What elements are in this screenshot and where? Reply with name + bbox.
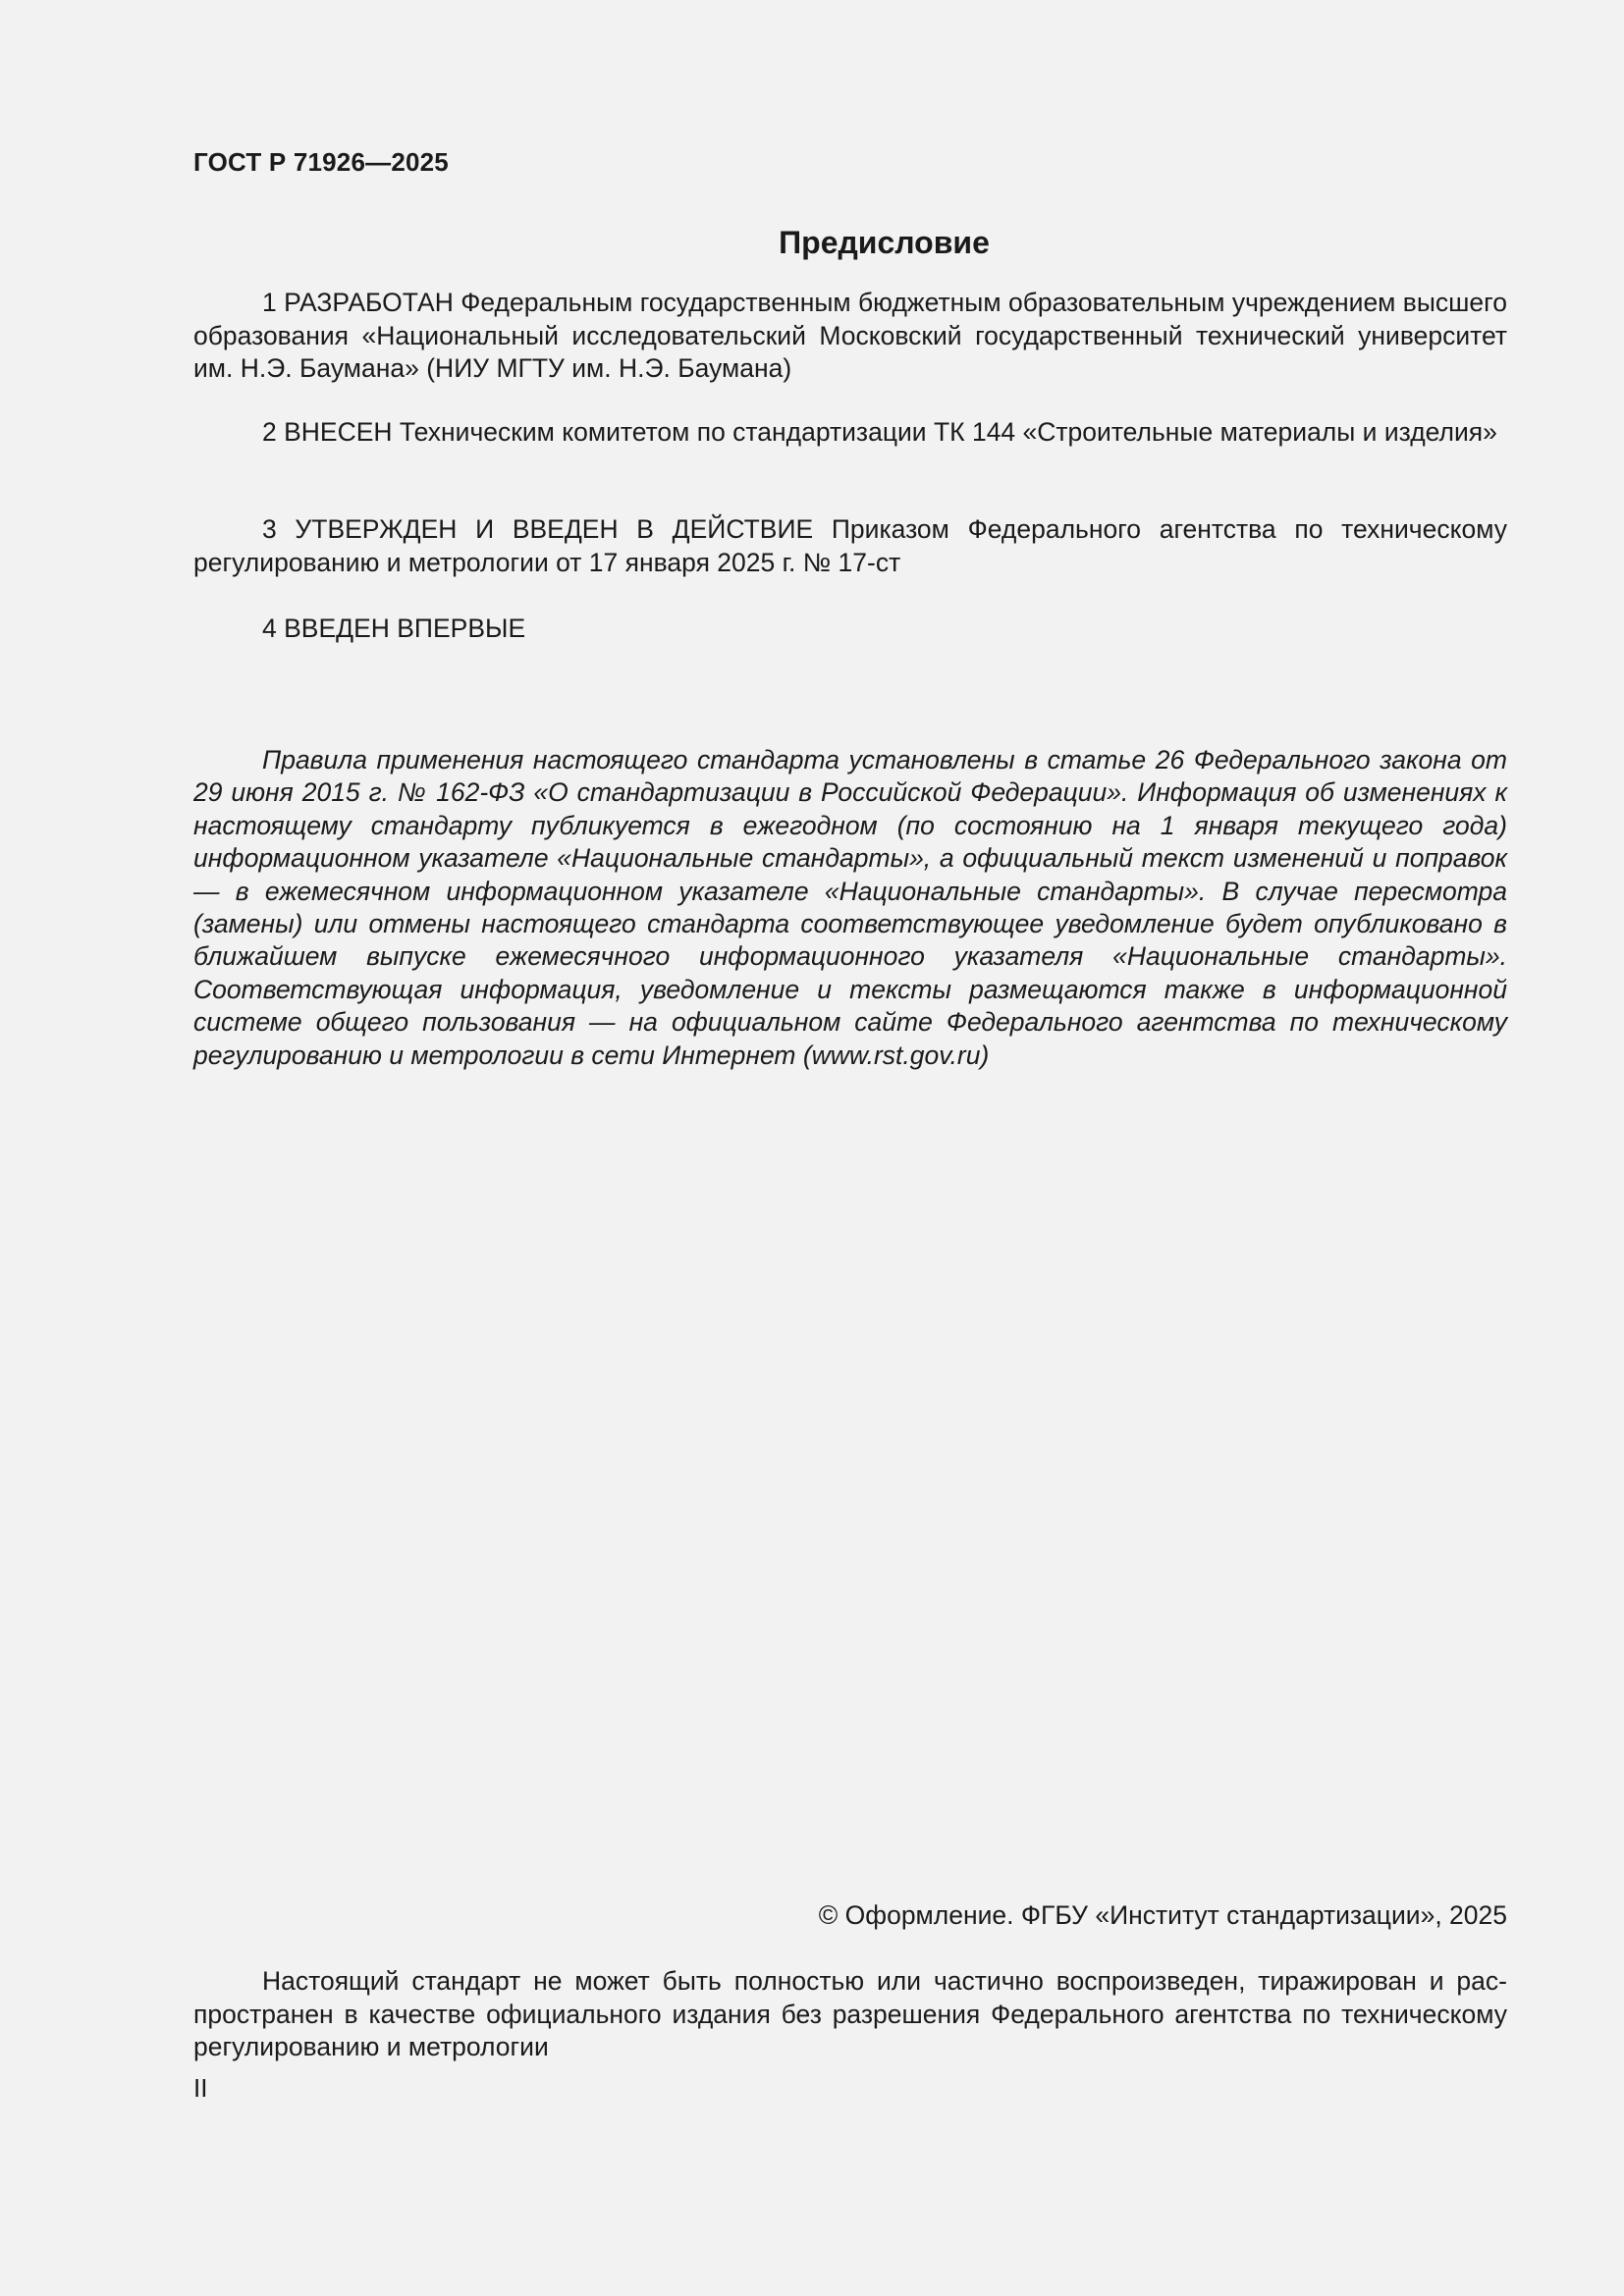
page-number: II <box>193 2073 208 2103</box>
preface-item-2: 2 ВНЕСЕН Техническим комитетом по стандартизации ТК 144 «Строительные материалы и изделия» <box>262 417 1497 447</box>
preface-item-1: 1 РАЗРАБОТАН Федеральным государственным бюджетным образовательным учреждением высшего образования «Национальный исследовательский Московский государственный технический университет им. Н.Э. Баумана» (НИУ МГТУ им. Н.Э. Баумана) <box>193 288 1507 383</box>
reproduction-notice: Настоящий стандарт не может быть полностью или частично воспроизведен, тиражирован и распространен в качестве официального издания без разрешения Федерального агентства по техническому регулированию и метрологии <box>193 1966 1507 2061</box>
document-page <box>193 0 1507 2296</box>
document-code: ГОСТ Р 71926—2025 <box>193 147 449 177</box>
copyright-line: © Оформление. ФГБУ «Институт стандартизации», 2025 <box>818 1900 1507 1930</box>
preface-item-3: 3 УТВЕРЖДЕН И ВВЕДЕН В ДЕЙСТВИЕ Приказом Федерального агентства по техническому регулированию и метрологии от 17 января 2025 г. № 17-ст <box>193 514 1507 577</box>
preface-item-4: 4 ВВЕДЕН ВПЕРВЫЕ <box>262 614 526 643</box>
preface-title: Предисловие <box>779 225 990 260</box>
application-rules-text: Правила применения настоящего стандарта установлены в статье 26 Федерального закона от 29 июня 2015 г. № 162-ФЗ «О стандартизации в Российской Федерации». Информация об изменениях к настоящему стандарту публикуется в ежегодном (по состоянию на 1 января текущего года) информационном указателе «Национальные стандарты», а официальный текст изменений и поправок — в ежемесячном информационном указателе «Национальные стандарты». В случае пересмотра (замены) или отмены настоящего стандарта соответствующее уведомление будет опубликовано в ближайшем выпуске ежемесячного информационного указателя «Национальные стандарты». Соответствующая информация, уведомление и тексты размещаются также в информационной системе общего пользования — на официальном сайте Федерального агентства по техническому регулированию и метрологии в сети Интернет (www.rst.gov.ru) <box>193 745 1507 1070</box>
